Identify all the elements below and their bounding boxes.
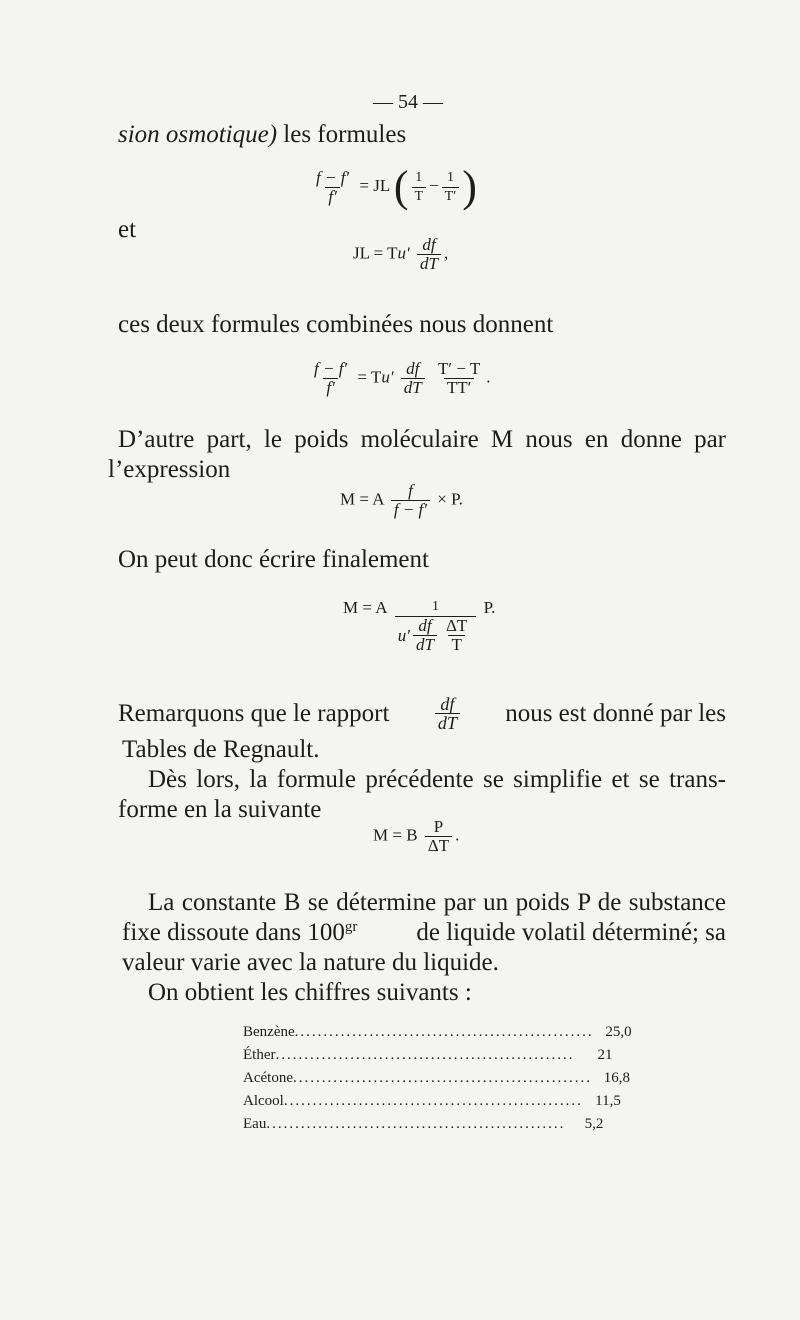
numerator: 1: [432, 599, 440, 614]
table-label: Eau: [243, 1116, 267, 1132]
fraction: [435, 360, 483, 397]
paragraph-line: D’autre part, le poids moléculaire M nous en donne par: [118, 426, 726, 453]
denominator: T: [448, 635, 464, 654]
paragraph-line: On peut donc écrire finalement: [118, 546, 429, 573]
table-value: 16,8: [603, 1070, 630, 1086]
leader-dots: ....................................................: [275, 1047, 575, 1063]
fraction: [401, 360, 425, 397]
denominator: f′: [325, 187, 339, 206]
denominator: dT: [417, 254, 441, 273]
fraction: [413, 617, 437, 654]
numerator: df: [422, 235, 436, 254]
table-label: Alcool: [243, 1093, 284, 1109]
numerator: 1: [446, 169, 454, 185]
formula-text: M = A: [340, 489, 384, 509]
table-label: Éther: [243, 1047, 276, 1063]
page-number: — 54 —: [373, 91, 443, 113]
paragraph-line: [122, 918, 726, 948]
table-value: 5,2: [584, 1116, 604, 1132]
formula-5: [343, 598, 495, 654]
numerator: 1: [415, 169, 423, 185]
formula-2: [353, 236, 448, 273]
formula-text: = JL: [359, 175, 390, 195]
leader-dots: ....................................................: [283, 1093, 583, 1109]
denominator: f − f′: [391, 500, 430, 519]
denominator: ΔT: [425, 836, 452, 855]
table-value: 11,5: [595, 1093, 621, 1109]
formula-text: = T: [357, 367, 382, 387]
close-paren: ): [462, 162, 477, 211]
paragraph-line: [118, 695, 726, 732]
paragraph-line: [118, 120, 406, 150]
table-value: 25,0: [605, 1024, 632, 1040]
table-value: 21: [597, 1047, 613, 1063]
formula-text: M = A: [343, 598, 388, 617]
formula-6: [373, 818, 459, 855]
paragraph-line: ces deux formules combinées nous donnent: [118, 311, 554, 338]
fraction: [311, 360, 350, 397]
fraction: [412, 169, 427, 206]
formula-text: .: [486, 367, 491, 387]
text-run: Remarquons que le rapport: [118, 699, 390, 727]
table-label: Benzène: [243, 1024, 295, 1040]
numerator: df: [418, 616, 432, 635]
denominator: [395, 616, 477, 654]
fraction: [443, 617, 470, 654]
numerator: T′ − T: [438, 359, 481, 378]
fraction: [417, 236, 441, 273]
fraction: [391, 482, 430, 519]
formula-text: P.: [483, 598, 496, 617]
text-run: nous est donné par les: [505, 699, 726, 727]
numerator: ΔT: [445, 616, 468, 635]
leader-dots: ....................................................: [294, 1024, 594, 1040]
text-run: de liquide volatil déterminé; sa: [416, 919, 726, 946]
formula-text: .: [455, 825, 460, 845]
formula-1: [310, 162, 477, 211]
et-text: et: [118, 216, 137, 243]
paragraph-line: On obtient les chiffres suivants :: [148, 979, 472, 1006]
table-label: Acétone: [243, 1070, 293, 1086]
formula-4: [340, 482, 463, 519]
leader-dots: ....................................................: [266, 1116, 566, 1132]
fraction: [425, 818, 452, 855]
numerator: f: [408, 481, 413, 500]
formula-text: u′: [381, 367, 394, 387]
paragraph-line: Dès lors, la formule précédente se simplifie et se trans-: [148, 766, 726, 793]
formula-text: −: [429, 175, 439, 195]
denominator: T: [412, 187, 427, 206]
italic-text: sion osmotique): [118, 121, 278, 148]
numerator: df: [440, 694, 455, 714]
paragraph-line: forme en la suivante: [118, 796, 322, 823]
numerator: P: [433, 817, 444, 836]
formula-text: JL = T: [353, 243, 398, 263]
formula-3: [308, 360, 491, 397]
paragraph-line: La constante B se détermine par un poids P de substance: [148, 889, 726, 916]
paragraph-line: valeur varie avec la nature du liquide.: [122, 949, 499, 976]
denominator: dT: [401, 378, 425, 397]
formula-text: u′: [397, 625, 411, 645]
fraction: [395, 598, 477, 654]
superscript: gr: [344, 919, 358, 935]
numerator: f − f′: [316, 167, 350, 187]
paragraph-line: l’expression: [108, 456, 231, 483]
formula-text: × P.: [437, 489, 463, 509]
table-row: [243, 1091, 621, 1111]
table-row: [243, 1045, 613, 1065]
numerator: df: [406, 359, 420, 378]
denominator: dT: [413, 635, 437, 654]
formula-text: u′: [397, 243, 410, 263]
fraction: [313, 169, 352, 206]
formula-text: ,: [443, 243, 449, 263]
leader-dots: ....................................................: [292, 1070, 592, 1086]
fraction: [442, 169, 460, 206]
table-row: [243, 1114, 604, 1134]
text-run: [122, 918, 357, 948]
denominator: T′: [442, 187, 460, 206]
denominator: dT: [435, 713, 460, 732]
table-row: [243, 1022, 632, 1042]
paragraph-line: Tables de Regnault.: [122, 736, 320, 763]
text-run: fixe dissoute dans 100: [122, 919, 345, 946]
text-run: les formules: [277, 121, 407, 148]
denominator: f′: [323, 378, 337, 397]
numerator: f − f′: [314, 359, 348, 378]
table-row: [243, 1068, 630, 1088]
denominator: TT′: [444, 378, 475, 397]
fraction: [435, 695, 460, 732]
formula-text: M = B: [373, 825, 418, 845]
open-paren: (: [393, 162, 409, 211]
